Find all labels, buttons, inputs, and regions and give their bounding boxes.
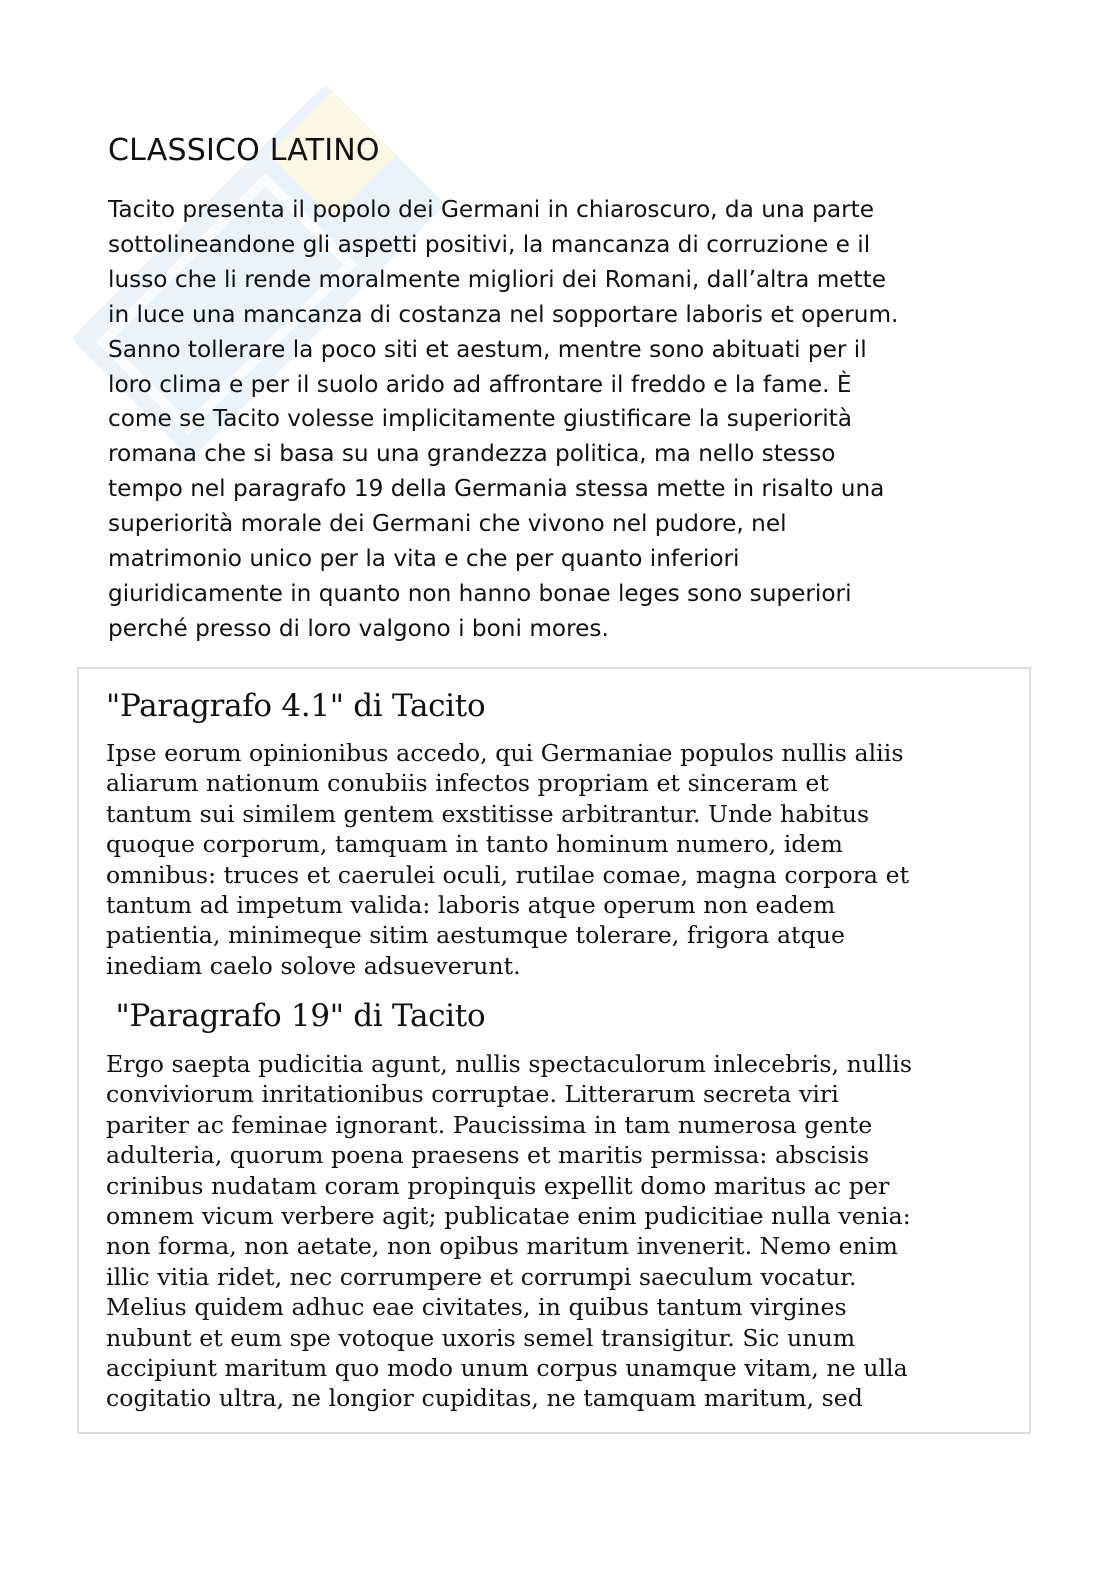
quote-line: tantum ad impetum valida: laboris atque operum non eadem bbox=[106, 891, 836, 920]
quote-text-paragrafo-4-1 bbox=[106, 738, 1006, 981]
intro-line: giuridicamente in quanto non hanno bonae leges sono superiori bbox=[108, 579, 852, 607]
quote-text-paragrafo-19 bbox=[106, 1049, 1006, 1414]
intro-line: matrimonio unico per la vita e che per quanto inferiori bbox=[108, 545, 740, 573]
quote-heading-paragrafo-4-1: "Paragrafo 4.1" di Tacito bbox=[106, 688, 486, 724]
intro-paragraph bbox=[108, 193, 1028, 647]
intro-line: tempo nel paragrafo 19 della Germania stessa mette in risalto una bbox=[108, 475, 885, 503]
quote-line: Melius quidem adhuc eae civitates, in quibus tantum virgines bbox=[106, 1293, 847, 1322]
quote-line: cogitatio ultra, ne longior cupiditas, ne tamquam maritum, sed bbox=[106, 1384, 863, 1413]
intro-line: come se Tacito volesse implicitamente giustificare la superiorità bbox=[108, 405, 852, 433]
quote-line: crinibus nudatam coram propinquis expellit domo maritus ac per bbox=[106, 1171, 890, 1200]
quote-line: omnem vicum verbere agit; publicatae enim pudicitiae nulla venia: bbox=[106, 1202, 911, 1231]
intro-line: loro clima e per il suolo arido ad affrontare il freddo e la fame. È bbox=[108, 370, 852, 398]
intro-line: romana che si basa su una grandezza politica, ma nello stesso bbox=[108, 440, 836, 468]
quote-line: omnibus: truces et caerulei oculi, rutilae comae, magna corpora et bbox=[106, 860, 910, 889]
quote-line: pariter ac feminae ignorant. Paucissima in tam numerosa gente bbox=[106, 1110, 873, 1139]
intro-line: Sanno tollerare la poco siti et aestum, mentre sono abituati per il bbox=[108, 335, 867, 363]
intro-line: Tacito presenta il popolo dei Germani in chiaroscuro, da una parte bbox=[108, 196, 874, 223]
intro-line: lusso che li rende moralmente migliori dei Romani, dall’altra mette bbox=[108, 265, 887, 293]
quote-line: aliarum nationum conubiis infectos propriam et sinceram et bbox=[106, 769, 829, 798]
quote-line: illic vitia ridet, nec corrumpere et corrumpi saeculum vocatur. bbox=[106, 1262, 857, 1291]
quote-line: adulteria, quorum poena praesens et maritis permissa: abscisis bbox=[106, 1141, 870, 1170]
intro-line: in luce una mancanza di costanza nel sopportare laboris et operum. bbox=[108, 300, 899, 328]
quote-line: accipiunt maritum quo modo unum corpus unamque vitam, ne ulla bbox=[106, 1354, 908, 1383]
quote-line: Ergo saepta pudicitia agunt, nullis spectaculorum inlecebris, nullis bbox=[106, 1050, 913, 1078]
document-title: CLASSICO LATINO bbox=[108, 133, 380, 168]
quote-line: inediam caelo solove adsueverunt. bbox=[106, 951, 521, 980]
quote-line: conviviorum inritationibus corruptae. Litterarum secreta viri bbox=[106, 1080, 839, 1109]
intro-line: perché presso di loro valgono i boni mores. bbox=[108, 614, 609, 642]
intro-line: sottolineandone gli aspetti positivi, la mancanza di corruzione e il bbox=[108, 230, 871, 258]
quote-line: quoque corporum, tamquam in tanto hominum numero, idem bbox=[106, 830, 843, 859]
quote-line: nubunt et eum spe votoque uxoris semel transigitur. Sic unum bbox=[106, 1323, 856, 1352]
quote-line: Ipse eorum opinionibus accedo, qui Germaniae populos nullis aliis bbox=[106, 739, 904, 767]
quote-line: non forma, non aetate, non opibus maritum invenerit. Nemo enim bbox=[106, 1232, 898, 1261]
quote-heading-paragrafo-19: "Paragrafo 19" di Tacito bbox=[106, 998, 486, 1034]
quote-line: tantum sui similem gentem exstitisse arbitrantur. Unde habitus bbox=[106, 799, 870, 828]
quote-line: patientia, minimeque sitim aestumque tolerare, frigora atque bbox=[106, 921, 846, 950]
intro-line: superiorità morale dei Germani che vivono nel pudore, nel bbox=[108, 510, 787, 538]
